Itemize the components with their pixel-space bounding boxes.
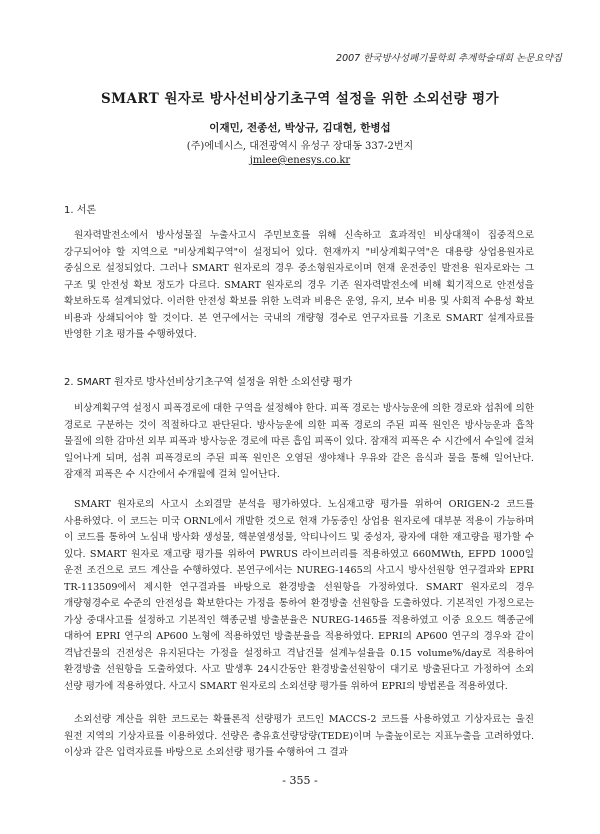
introduction-paragraph: 원자력발전소에서 방사성물질 누출사고시 주민보호를 위해 신속하고 효과적인 비상대책이 집중적으로 강구되어야 할 지역으로 "비상계획구역"이 설정되어 있다. 현재까지 "비상계획구역"은 대용량 상업용원자로 중심으로 설정되었다. 그러나 SMART 원자로의 경우 중소형원자로이며 현재 운전중인 발전용 원자로와는 그 구조 및 안전성 확보 정도가 다르다. SMART 원자로의 경우 기존 원자력발전소에 비해 획기적으로 안전성을 확보하도록 설계되었다. 이러한 안전성 확보를 위한 노력과 비용은 운영, 유지, 보수 비용 및 사회적 수용성 확보 비용과 상쇄되어야 할 것이다. 본 연구에서는 국내의 개량형 경수로 연구자료를 기초로 SMART 설계자료를 반영한 기초 평가를 수행하였다. [64, 230, 534, 340]
email-link[interactable]: jmlee@enesys.co.kr [249, 155, 351, 166]
exposure-pathway-paragraph: 비상계획구역 설정시 피폭경로에 대한 구역을 설정해야 한다. 피폭 경로는 방사능운에 의한 경로와 섭취에 의한 경로로 구분하는 것이 적절하다고 판단된다. 방사능운에 의한 피폭 경로의 주된 피폭 원인은 방사능운과 흡착 물질에 의한 감마선 외부 피폭과 방사능운 경로에 따른 흡입 피폭이 있다. 잠재적 피폭은 수 시간에서 수일에 걸쳐 일어나게 되며, 섭취 피폭경로의 주된 피폭 원인은 오염된 생야채나 우유와 같은 음식과 물을 통해 일어난다. 잠재적 피폭은 수 시간에서 수개월에 걸쳐 일어난다. [64, 403, 534, 480]
section-heading-dose-assessment: 2. SMART 원자로 방사선비상기초구역 설정을 위한 소외선량 평가 [64, 377, 353, 388]
affiliation: (주)에네시스, 대전광역시 유성구 장대동 337-2번지 [186, 141, 414, 152]
section-heading-introduction: 1. 서론 [64, 205, 97, 216]
author-email [0, 155, 600, 166]
author-list: 이재민, 전종선, 박상규, 김대현, 한병섭 [209, 122, 391, 134]
conference-header: 2007 한국방사성폐기물학회 추계학술대회 논문요약집 [336, 53, 562, 64]
page-number: - 355 - [282, 774, 318, 787]
paper-title: SMART 원자로 방사선비상기초구역 설정을 위한 소외선량 평가 [101, 91, 499, 107]
maccs-paragraph: 소외선량 계산을 위한 코드로는 확률론적 선량평가 코드인 MACCS-2 코드를 사용하였고 기상자료는 울진 원전 지역의 기상자료를 이용하였다. 선량은 총유효선량당량(TEDE)이며 누출높이로는 지표누출을 고려하였다. 이상과 같은 입력자료를 바탕으로 소외선량 평가를 수행하여 그 결과 [64, 714, 534, 758]
source-term-paragraph: SMART 원자로의 사고시 소외결말 분석을 평가하였다. 노심재고량 평가를 위하여 ORIGEN-2 코드를 사용하였다. 이 코드는 미국 ORNL에서 개발한 것으로 현재 가동중인 상업용 원자로에 대부분 적용이 가능하며 이 코드를 통하여 노심내 방사화 생성물, 핵분열생성물, 악티나이드 및 중성자, 광자에 대한 재고량을 평가할 수 있다. SMART 원자로 재고량 평가를 위하여 PWRUS 라이브러리를 적용하였고 660MWth, EFPD 1000일 운전 조건으로 코드 계산을 수행하였다. 본연구에서는 NUREG-1465의 사고시 방사선원항 연구결과와 EPRI TR-113509에서 제시한 연구결과를 바탕으로 환경방출 선원항을 가정하였다. SMART 원자로의 경우 개량형경수로 수준의 안전성을 확보한다는 가정을 통하여 환경방출 선원항을 도출하였다. 기본적인 가정으로는 가상 중대사고를 설정하고 기본적인 핵종군별 방출분율은 NUREG-1465를 적용하였고 이중 요오드 핵종군에 대하여 EPRI 연구의 AP600 노형에 적용하였던 방출분율을 적용하였다. EPRI의 AP600 연구의 경우와 같이 격납건물의 건전성은 유지된다는 가정을 설정하고 격납건물 설계누설율을 0.15 volume%/day로 적용하여 환경방출 선원항을 도출하였다. 사고 발생후 24시간동안 환경방출선원항이 대기로 방출된다고 가정하여 소외 선량 평가에 적용하였다. 사고시 SMART 원자로의 소외선량 평가를 위하여 EPRI의 방법론을 적용하였다. [64, 499, 534, 692]
